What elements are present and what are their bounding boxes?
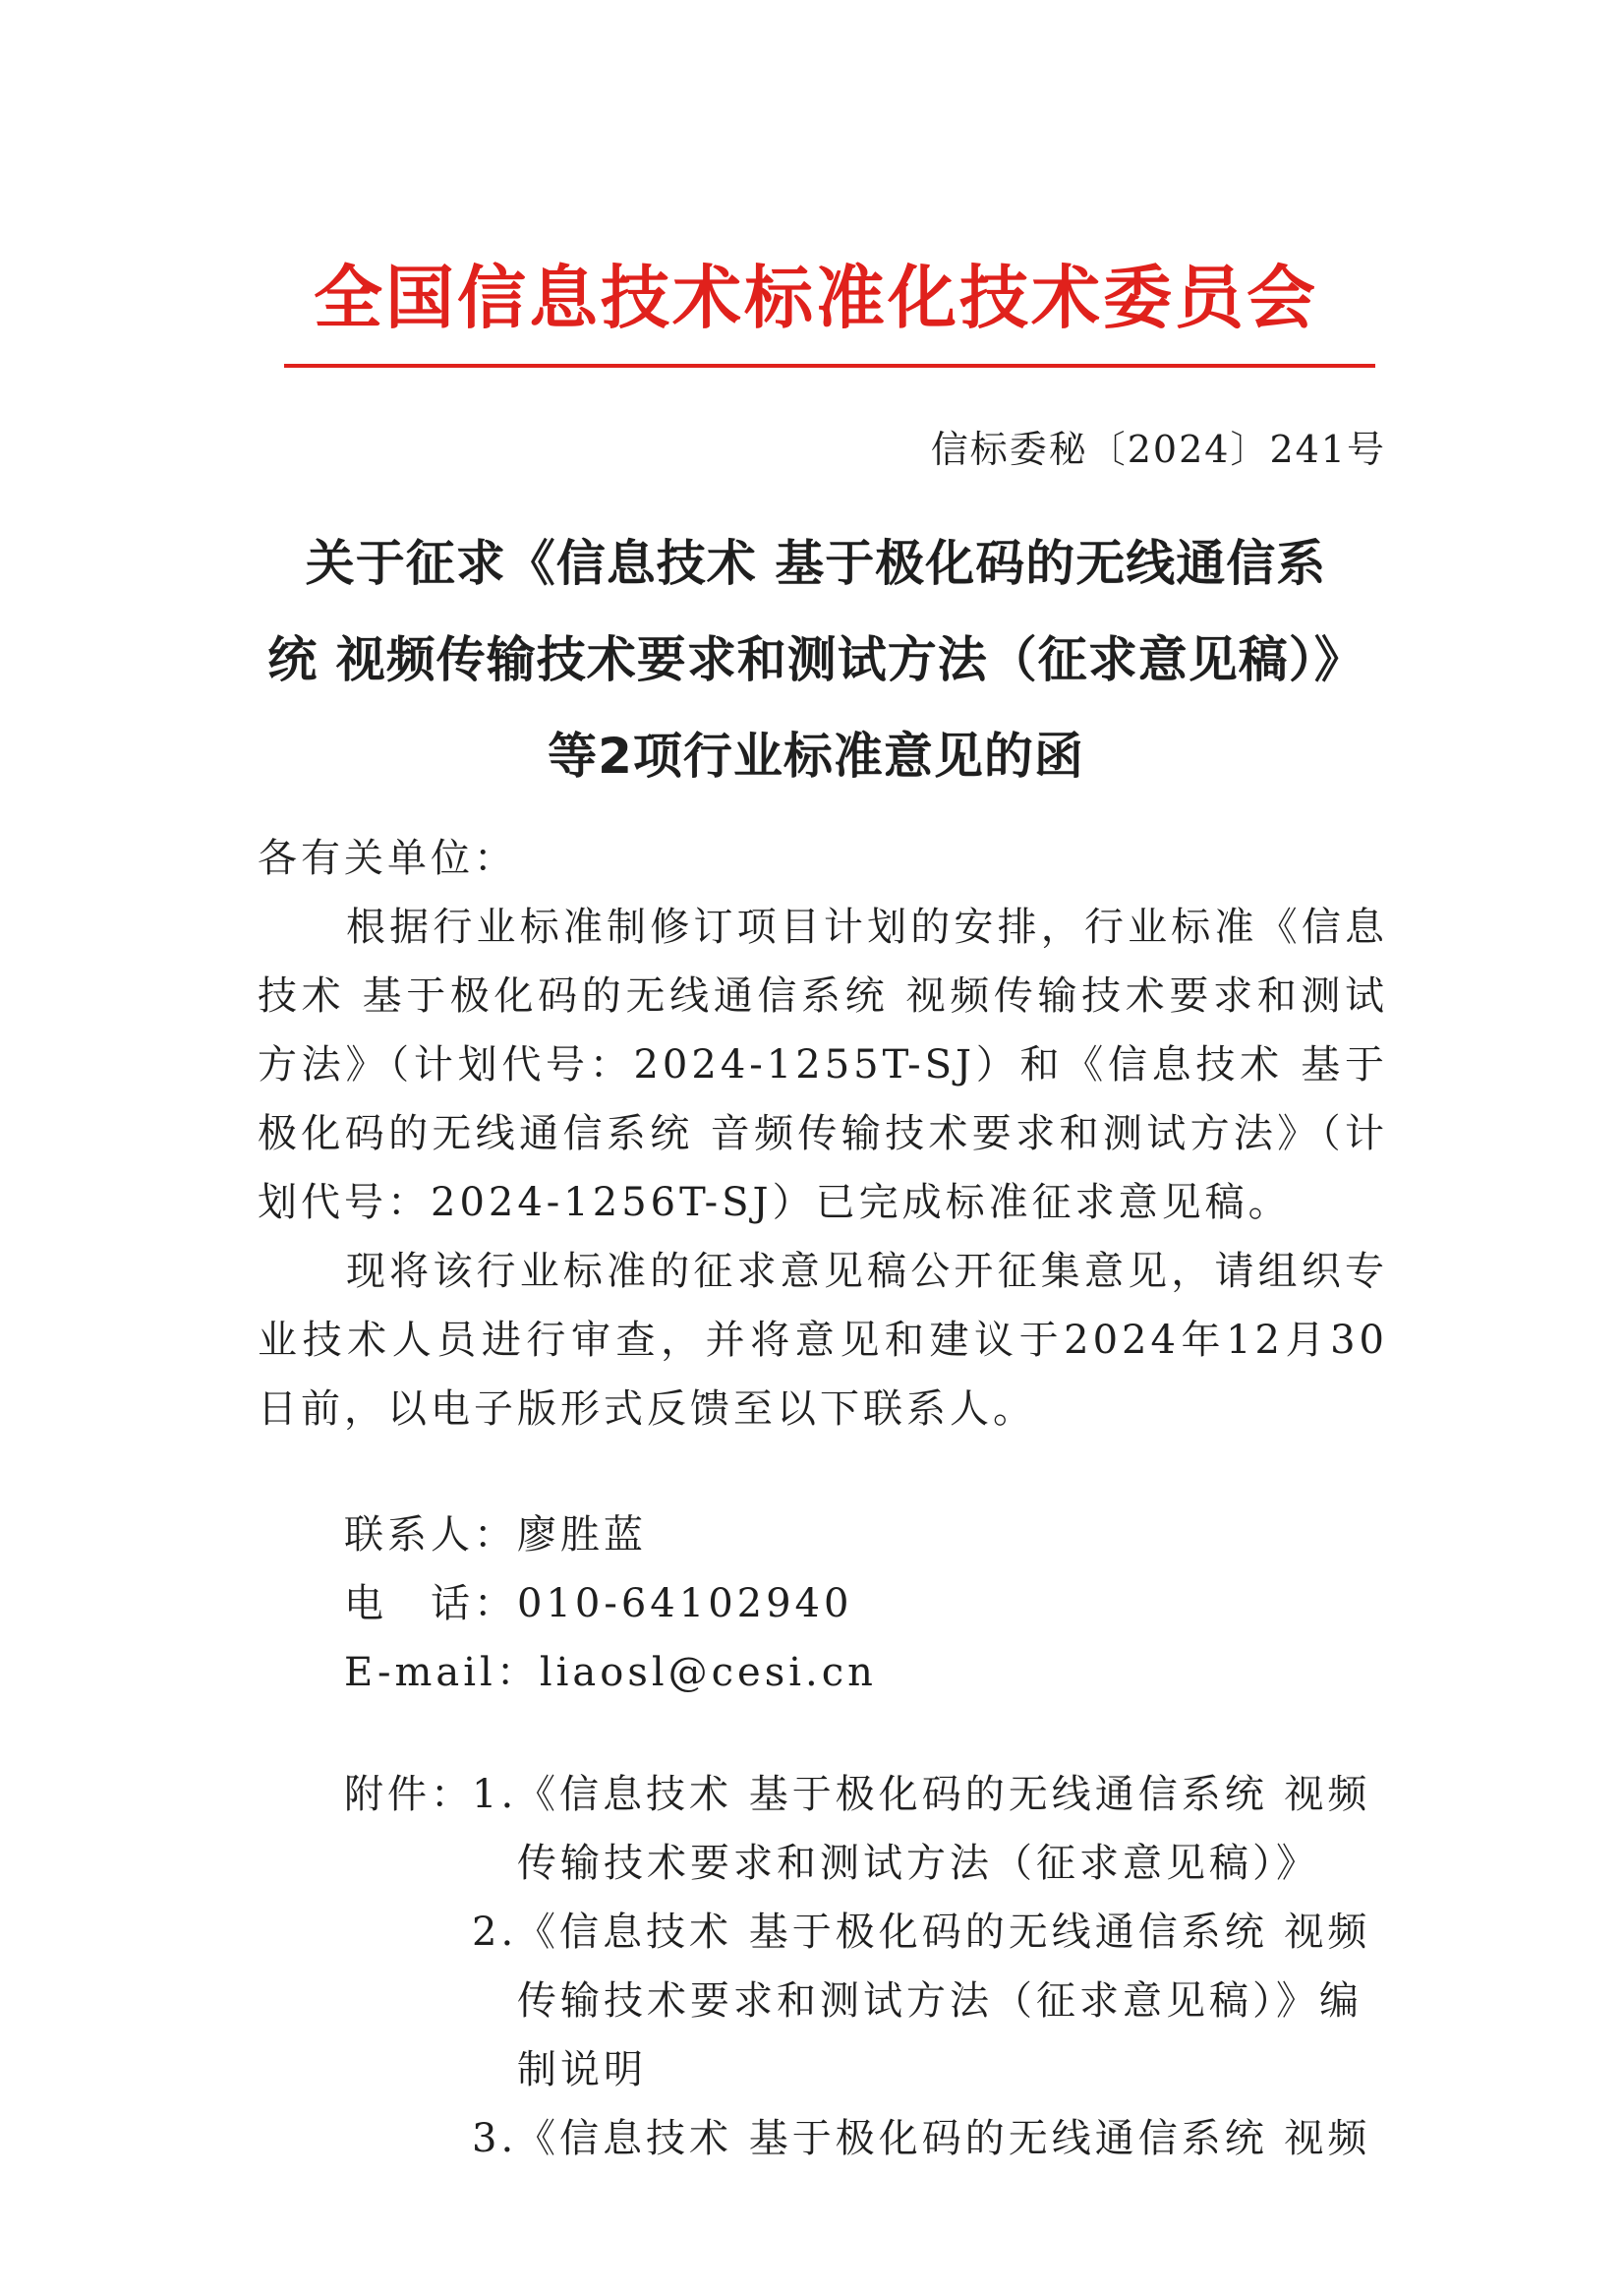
letterhead-red-rule bbox=[284, 364, 1375, 368]
attachment-text: 《信息技术 基于极化码的无线通信系统 视频传输技术要求和测试方法（征求意见稿）》 bbox=[516, 1772, 1371, 1886]
attachments-label: 附件： bbox=[344, 1772, 474, 1817]
headline-line-2: 统 视频传输技术要求和测试方法（征求意见稿）》 bbox=[267, 631, 1364, 688]
contact-person: 联系人：廖胜蓝 bbox=[344, 1512, 647, 1558]
attachment-item bbox=[344, 2104, 1396, 2173]
attachment-number: 2. bbox=[472, 1910, 518, 1955]
attachment-number: 3. bbox=[472, 2116, 518, 2161]
attachment-number: 1. bbox=[472, 1772, 518, 1817]
paragraph-1: 根据行业标准制修订项目计划的安排，行业标准《信息技术 基于极化码的无线通信系统 视频传输技术要求和测试方法》（计划代号：2024-1255T-SJ）和《信息技术 基于极化码的无线通信系统 音频传输技术要求和测试方法》（计划代号：2024-1256T-SJ）已完成标准征求意见稿。 bbox=[258, 905, 1388, 1225]
headline-line-3: 等2项行业标准意见的函 bbox=[548, 728, 1084, 785]
attachment-text: 《信息技术 基于极化码的无线通信系统 视频传输技术要求和测试方法（征求意见稿）》编制说明 bbox=[516, 1910, 1371, 2092]
paragraph-2: 现将该行业标准的征求意见稿公开征集意见，请组织专业技术人员进行审查，并将意见和建议于2024年12月30日前，以电子版形式反馈至以下联系人。 bbox=[258, 1249, 1388, 1432]
attachment-item bbox=[344, 1898, 1396, 2104]
attachment-text: 《信息技术 基于极化码的无线通信系统 视频 bbox=[516, 2116, 1371, 2161]
attachment-item bbox=[344, 1760, 1396, 1898]
headline-line-1: 关于征求《信息技术 基于极化码的无线通信系 bbox=[305, 535, 1327, 592]
salutation: 各有关单位： bbox=[258, 836, 517, 881]
document-headline bbox=[246, 515, 1386, 804]
attachments-list bbox=[344, 1760, 1396, 2173]
contact-phone: 电 话：010-64102940 bbox=[344, 1581, 853, 1626]
letterhead-organization: 全国信息技术标准化技术委员会 bbox=[314, 258, 1318, 338]
contact-email: E-mail：liaosl@cesi.cn bbox=[344, 1650, 877, 1695]
document-number: 信标委秘〔2024〕241号 bbox=[930, 428, 1386, 471]
